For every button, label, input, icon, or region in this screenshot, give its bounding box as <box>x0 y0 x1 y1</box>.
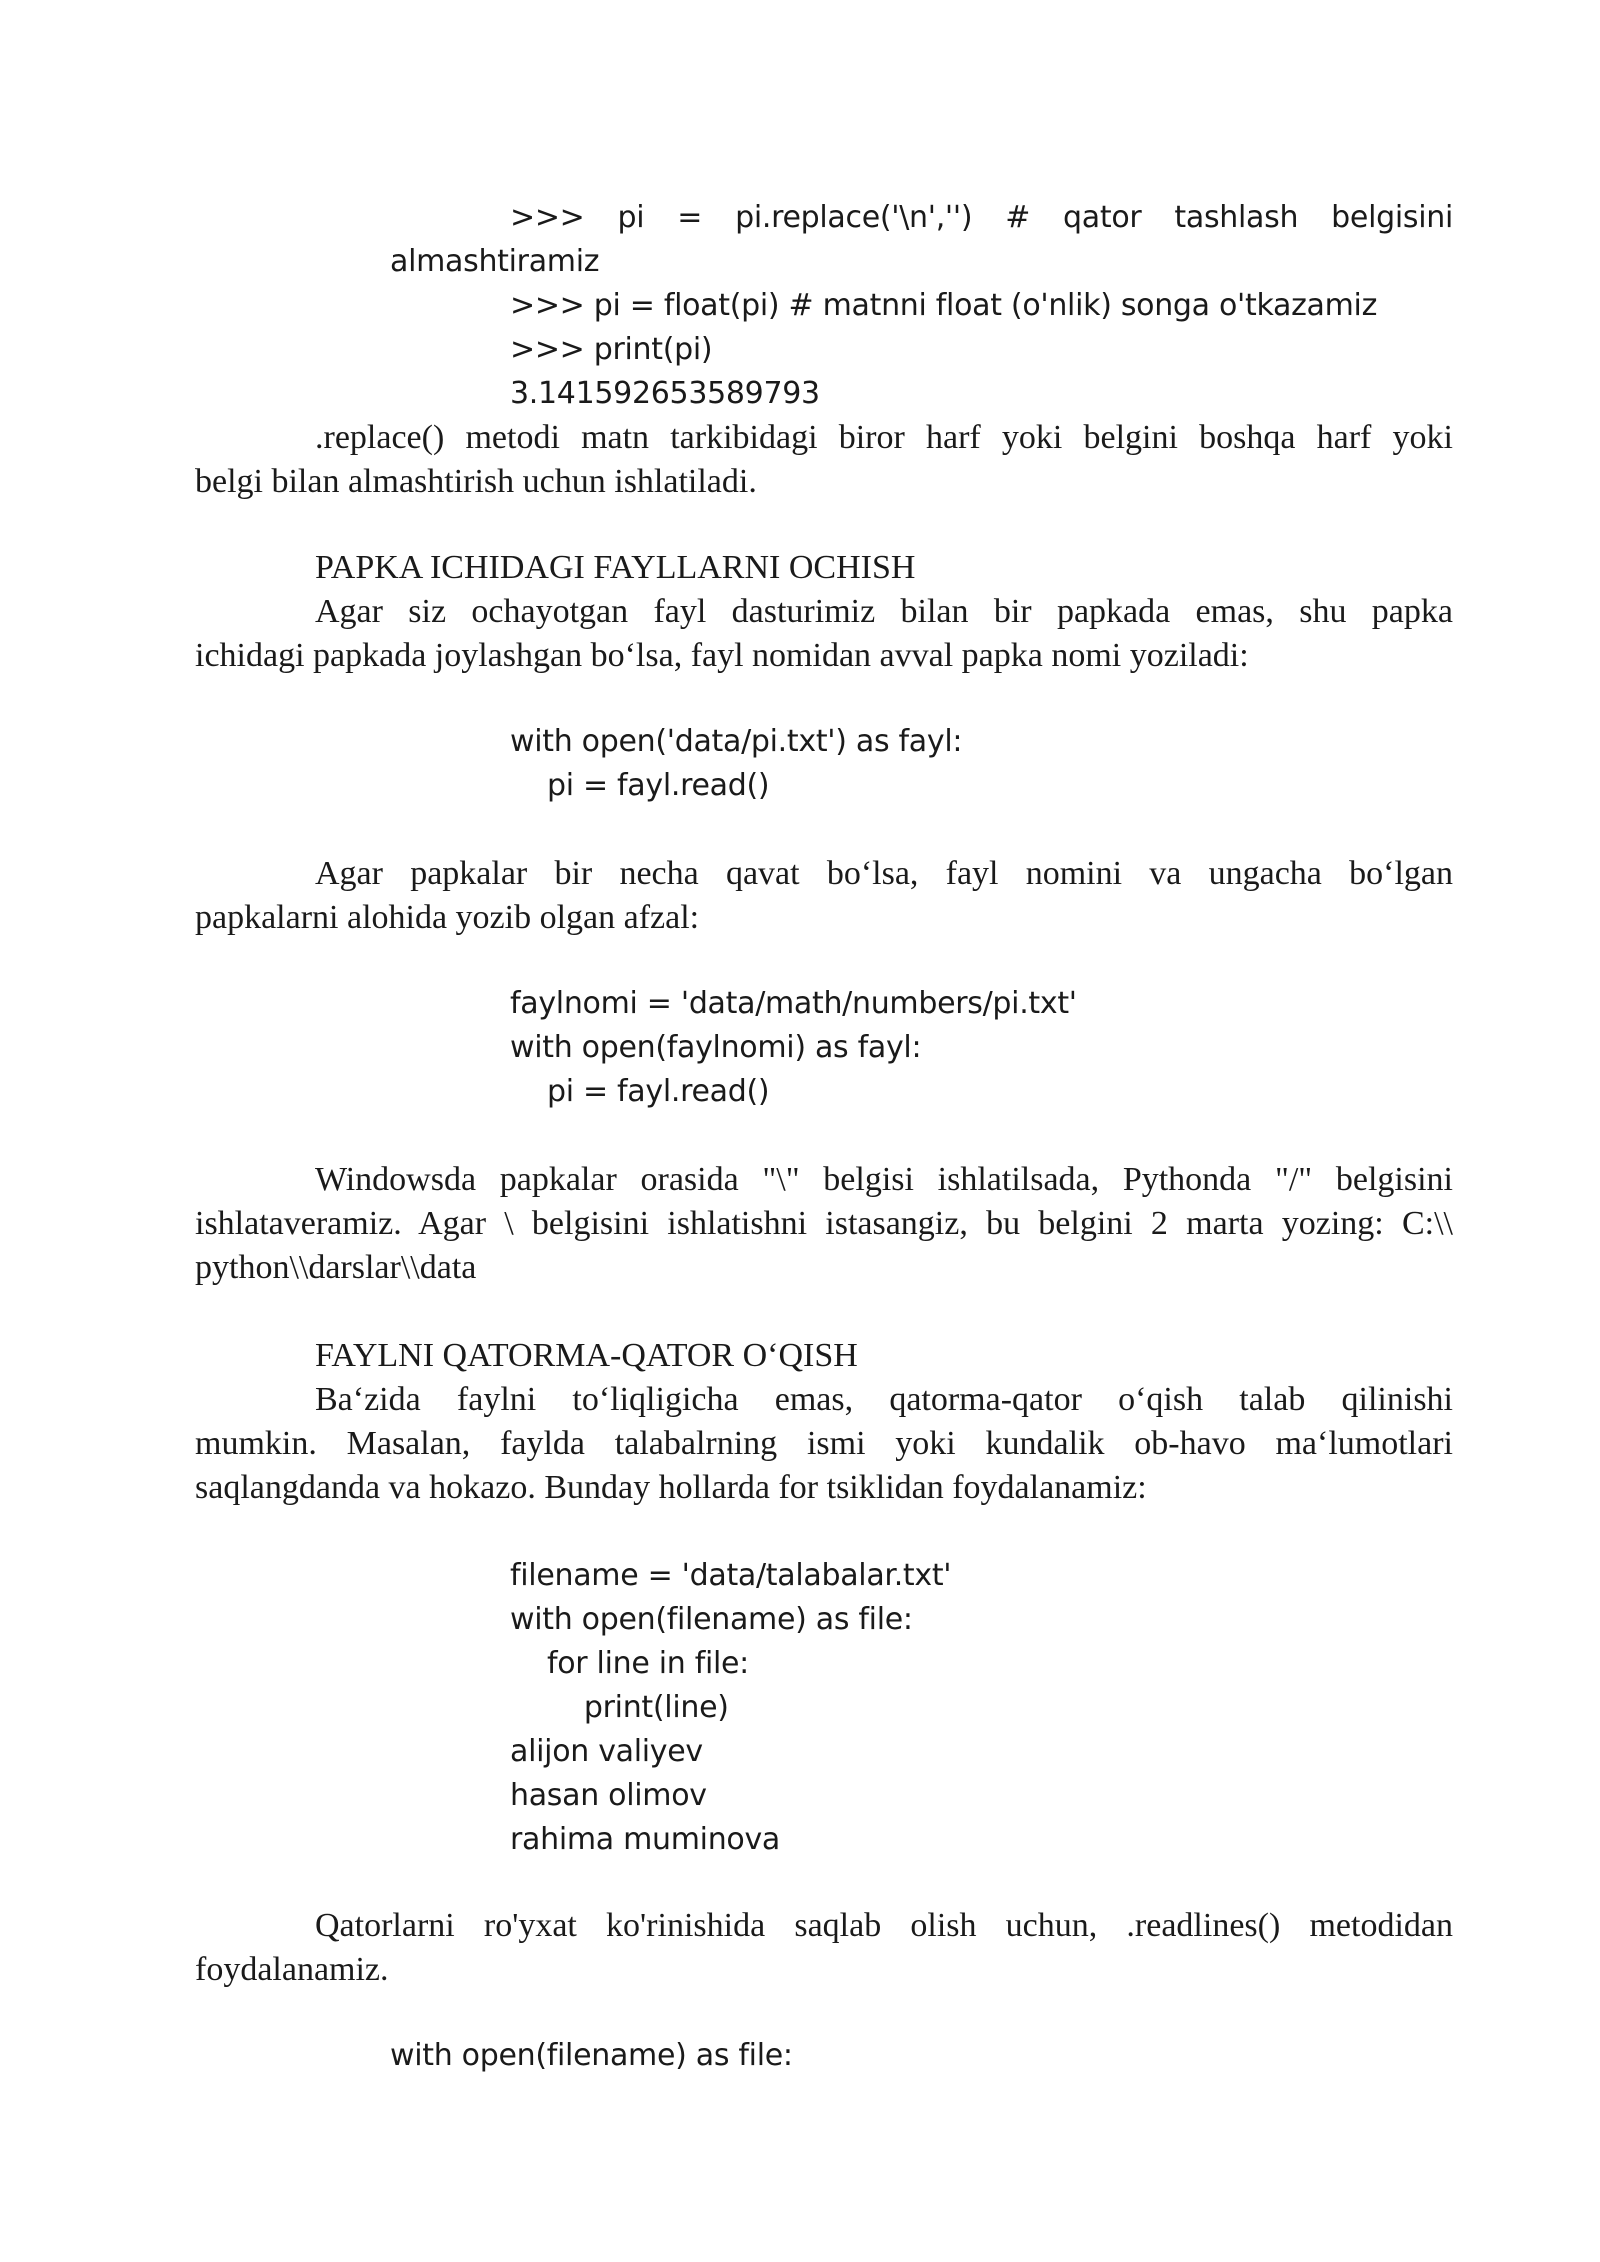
code-line: >>> pi = pi.replace('\n','') # qator tashlash belgisini <box>510 200 1453 235</box>
section-heading: PAPKA ICHIDAGI FAYLLARNI OCHISH <box>315 549 916 586</box>
paragraph-line: python\\darslar\\data <box>195 1249 477 1286</box>
paragraph-line: ichidagi papkada joylashgan bo‘lsa, fayl nomidan avval papka nomi yoziladi: <box>195 637 1249 674</box>
code-output-line: rahima muminova <box>510 1822 781 1857</box>
code-line: pi = fayl.read() <box>510 1074 770 1109</box>
paragraph-line: Agar papkalar bir necha qavat bo‘lsa, fayl nomini va ungacha bo‘lgan <box>315 855 1453 892</box>
code-line: with open(faylnomi) as fayl: <box>510 1030 922 1065</box>
paragraph-line: Windowsda papkalar orasida "\" belgisi ishlatilsada, Pythonda "/" belgisini <box>315 1161 1453 1198</box>
paragraph-line: ishlataveramiz. Agar \ belgisini ishlatishni istasangiz, bu belgini 2 marta yozing: C:\\ <box>195 1205 1453 1242</box>
code-line: with open('data/pi.txt') as fayl: <box>510 724 963 759</box>
paragraph-line: saqlangdanda va hokazo. Bunday hollarda for tsiklidan foydalanamiz: <box>195 1469 1147 1506</box>
code-line: faylnomi = 'data/math/numbers/pi.txt' <box>510 986 1077 1021</box>
paragraph-line: Qatorlarni ro'yxat ko'rinishida saqlab olish uchun, .readlines() metodidan <box>315 1907 1453 1944</box>
paragraph-line: belgi bilan almashtirish uchun ishlatiladi. <box>195 463 757 500</box>
code-line: pi = fayl.read() <box>510 768 770 803</box>
code-line: >>> pi = float(pi) # matnni float (o'nlik) songa o'tkazamiz <box>510 288 1378 323</box>
code-line: >>> print(pi) <box>510 332 713 367</box>
paragraph-line: Agar siz ochayotgan fayl dasturimiz bilan bir papkada emas, shu papka <box>315 593 1453 630</box>
code-output-line: 3.141592653589793 <box>510 376 820 411</box>
code-line: with open(filename) as file: <box>510 1602 913 1637</box>
code-output-line: hasan olimov <box>510 1778 707 1813</box>
paragraph-line: foydalanamiz. <box>195 1951 389 1988</box>
code-line: print(line) <box>510 1690 729 1725</box>
paragraph-line: papkalarni alohida yozib olgan afzal: <box>195 899 700 936</box>
code-line: filename = 'data/talabalar.txt' <box>510 1558 952 1593</box>
paragraph-line: .replace() metodi matn tarkibidagi biror harf yoki belgini boshqa harf yoki <box>315 419 1453 456</box>
paragraph-line: Ba‘zida faylni to‘liqligicha emas, qatorma-qator o‘qish talab qilinishi <box>315 1381 1453 1418</box>
code-output-line: alijon valiyev <box>510 1734 703 1769</box>
code-line: with open(filename) as file: <box>390 2038 793 2073</box>
code-line: almashtiramiz <box>390 244 600 279</box>
section-heading: FAYLNI QATORMA-QATOR O‘QISH <box>315 1337 858 1374</box>
code-line: for line in file: <box>510 1646 749 1681</box>
paragraph-line: mumkin. Masalan, faylda talabalrning ismi yoki kundalik ob-havo ma‘lumotlari <box>195 1425 1453 1462</box>
